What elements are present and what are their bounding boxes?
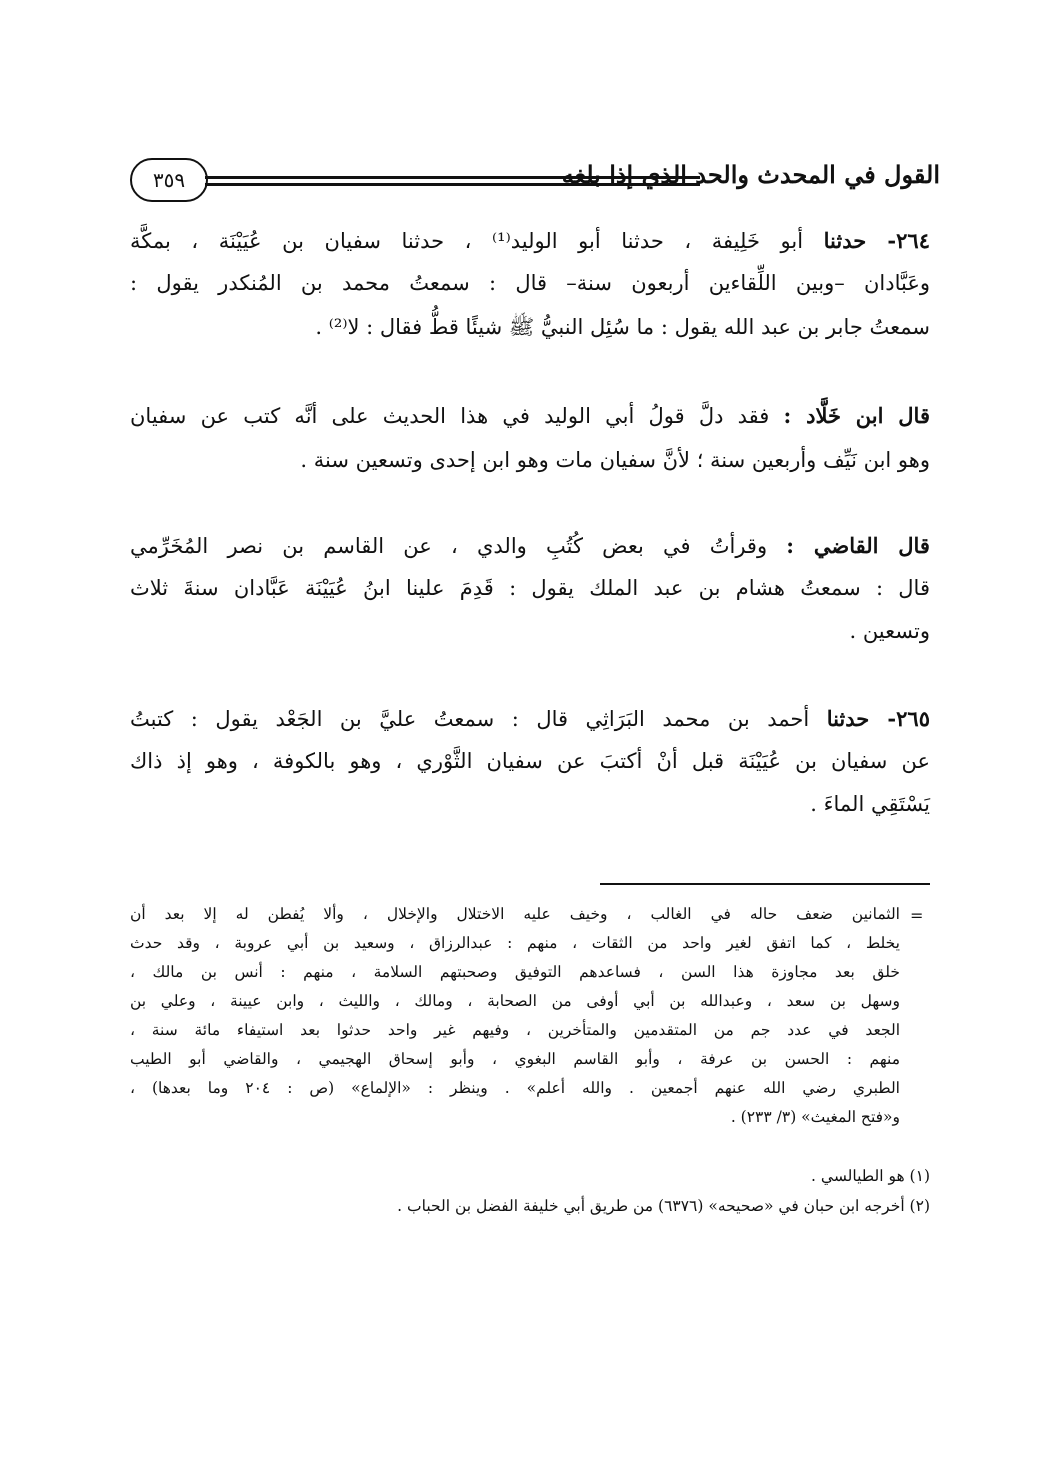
footnote-line: يخلط ، كما اتفق لغير واحد من الثقات ، منهم : عبدالرزاق ، وسعيد بن أبي عروبة ، وقد حدث	[130, 934, 900, 952]
text-line: قال : سمعتُ هشام بن عبد الملك يقول : قَدِمَ علينا ابنُ عُيَيْنَة عَبَّادان سنةَ ثلاث	[130, 576, 930, 600]
text-line: يَسْتَقِي الماءَ .	[810, 792, 930, 816]
footnote-separator	[600, 883, 930, 885]
line-text: وقرأتُ في بعض كُتُبِ والدي ، عن القاسم بن نصر المُخَرِّمي	[130, 534, 768, 558]
text-line: عن سفيان بن عُيَيْنَة قبل أنْ أكتبَ عن سفيان الثَّوْري ، وهو بالكوفة ، وهو إذ ذاك	[130, 749, 930, 773]
footnote-line: وسهل بن سعد ، وعبدالله بن أبي أوفى من الصحابة ، ومالك ، والليث ، وابن عيينة ، وعلي بن	[130, 992, 900, 1010]
text-line	[130, 533, 930, 558]
text-line	[130, 228, 930, 253]
continuation-mark: =	[910, 906, 924, 925]
footnote-line: الجعد في عدد جم من المتقدمين والمتأخرين ، وفيهم غير واحد حدثوا بعد استيفاء مائة سنة ،	[130, 1021, 900, 1039]
speaker-lead: قال ابن خَلَّاد :	[783, 403, 930, 428]
header-double-rule	[205, 176, 700, 186]
text-line: وعَبَّادان –وبين اللِّقاءين أربعون سنة– قال : سمعتُ محمد بن المُنكدر يقول :	[130, 271, 930, 295]
line-text: فقد دلَّ قولُ أبي الوليد في هذا الحديث على أنَّه كتب عن سفيان	[130, 404, 770, 428]
page-number: ٣٥٩	[130, 158, 208, 202]
hadith-lead: ٢٦٥- حدثنا	[826, 706, 930, 731]
footnote-line: و«فتح المغيث» (٣/ ٢٣٣) .	[730, 1108, 900, 1126]
text-line: وتسعين .	[849, 619, 930, 643]
text-line: وهو ابن نَيِّف وأربعين سنة ؛ لأنَّ سفيان مات وهو ابن إحدى وتسعين سنة .	[300, 448, 930, 472]
footnote-line: خلق بعد مجاوزة هذا السن ، فساعدهم التوفيق وصحبتهم السلامة ، منهم : أنس بن مالك ،	[130, 963, 900, 981]
footnote-2: (٢) أخرجه ابن حبان في «صحيحه» (٦٣٧٦) من طريق أبي خليفة الفضل بن الحباب .	[397, 1197, 930, 1215]
hadith-lead: ٢٦٤- حدثنا	[823, 228, 930, 253]
text-line	[130, 403, 930, 428]
text-line	[130, 706, 930, 731]
running-title: القول في المحدث والحد الذي إذا بلغه	[561, 160, 940, 189]
line-text: أحمد بن محمد البَرَاثِي قال : سمعتُ عليَّ بن الجَعْد يقول : كتبتُ	[130, 707, 810, 731]
speaker-lead: قال القاضي :	[786, 533, 930, 558]
footnote-line: الطبري رضي الله عنهم أجمعين . والله أعلم» . وينظر : «الإلماع» (ص : ٢٠٤ وما بعدها) ،	[130, 1079, 900, 1097]
footnote-line: الثمانين ضعف حاله في الغالب ، وخيف عليه الاختلال والإخلال ، وألا يُفطن له إلا بعد أن	[130, 905, 900, 923]
footnote-line: منهم : الحسن بن عرفة ، وأبو القاسم البغوي ، وأبو إسحاق الهجيمي ، والقاضي أبو الطيب	[130, 1050, 900, 1068]
line-text: أبو خَلِيفة ، حدثنا أبو الوليد⁽¹⁾ ، حدثنا سفيان بن عُيَيْنَة ، بمكَّة	[130, 229, 804, 253]
text-line: سمعتُ جابر بن عبد الله يقول : ما سُئِل النبيُّ ﷺ شيئًا قطُّ فقال : لا⁽²⁾ .	[315, 315, 930, 339]
footnote-1: (١) هو الطيالسي .	[811, 1167, 930, 1185]
